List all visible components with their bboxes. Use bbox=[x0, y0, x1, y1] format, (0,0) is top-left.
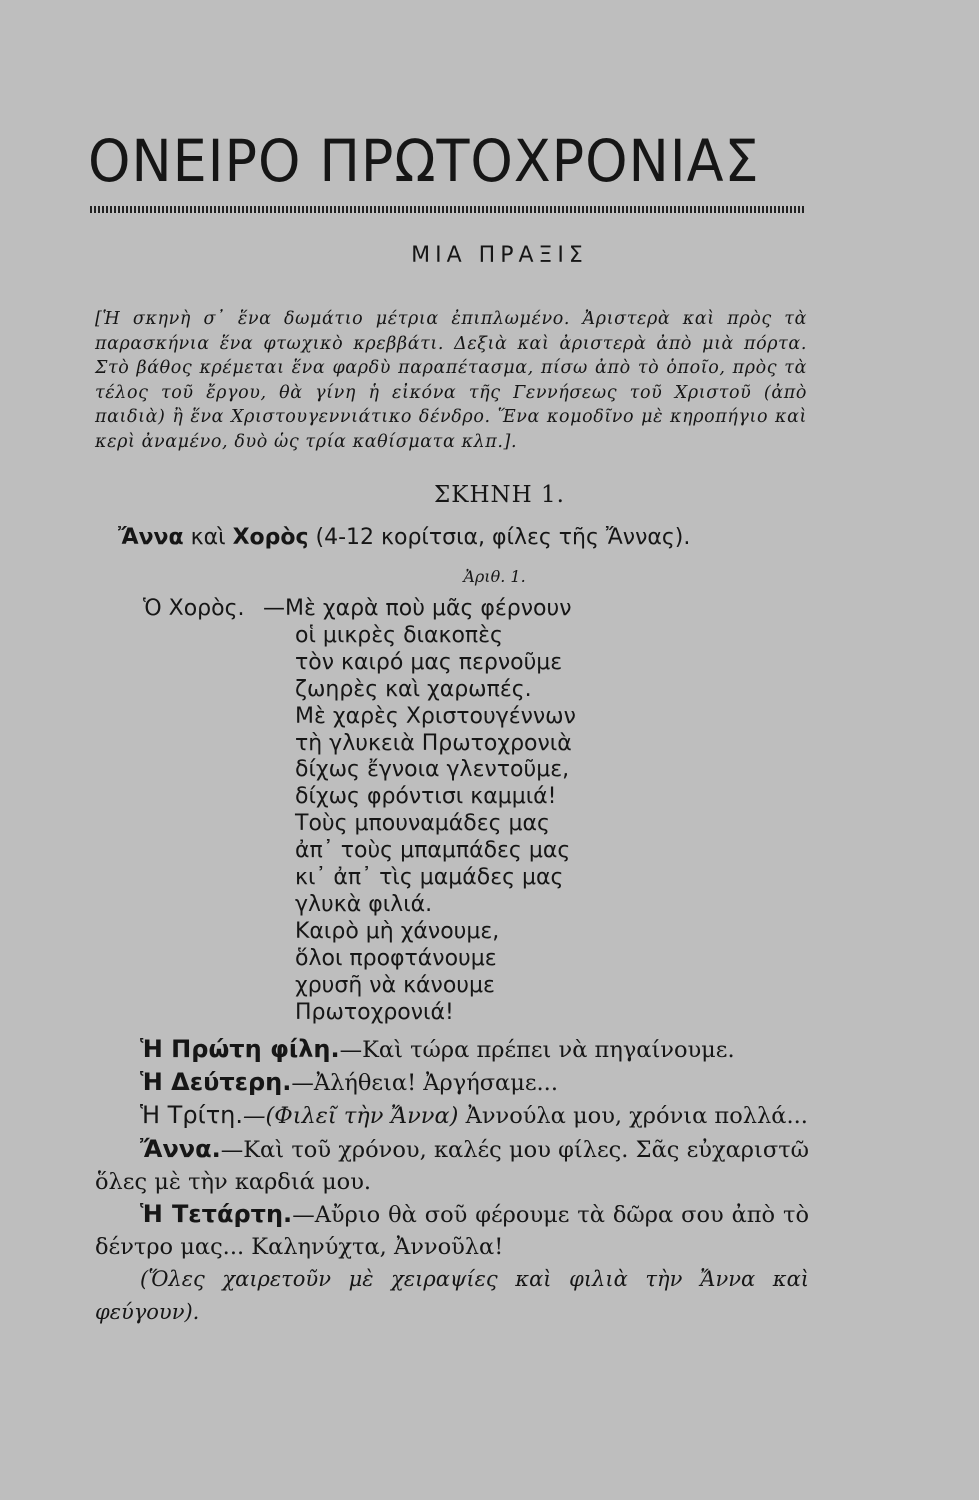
dialogue-line bbox=[95, 1066, 809, 1099]
speaker-name: Ἡ Πρώτη φίλη. bbox=[140, 1035, 340, 1063]
closing-stage-direction: (Ὅλες χαιρετοῦν μὲ χειραψίες καὶ φιλιὰ τὴν Ἄννα καὶ φεύγουν). bbox=[95, 1267, 809, 1324]
verse-line: Τοὺς μπουναμάδες μας bbox=[295, 811, 550, 837]
verse-line: Καιρὸ μὴ χάνουμε, bbox=[295, 918, 500, 944]
verse-line: Πρωτοχρονιά! bbox=[295, 999, 454, 1025]
cast-line bbox=[118, 525, 808, 550]
verse-line: οἱ μικρὲς διακοπὲς bbox=[295, 622, 503, 648]
chorus-verse bbox=[263, 596, 576, 1027]
dialogue-block bbox=[95, 1033, 809, 1328]
verse-line: κι᾽ ἀπ᾽ τὶς μαμάδες μας bbox=[295, 865, 564, 891]
verse-line: χρυσῆ νὰ κάνουμε bbox=[295, 972, 495, 998]
verse-line: ζωηρὲς καὶ χαρωπές. bbox=[295, 676, 532, 702]
verse-line: τὸν καιρό μας περνοῦμε bbox=[295, 649, 563, 675]
verse-line: —Μὲ χαρὰ ποὺ μᾶς φέρνουν bbox=[263, 596, 572, 621]
cast-note: (4-12 κορίτσια, φίλες τῆς Ἄννας). bbox=[308, 525, 691, 550]
dialogue-line bbox=[95, 1099, 809, 1132]
speech-text: —Ἀλήθεια! Ἀργήσαμε... bbox=[291, 1070, 558, 1097]
speaker-direction: —(Φιλεῖ τὴν Ἄννα) bbox=[242, 1103, 459, 1130]
chorus-speaker: Ὁ Χορὸς. bbox=[143, 596, 245, 621]
speech-text: —Αὔριο θὰ σοῦ φέρουμε τὰ δῶρα σου ἀπὸ τὸ δέντρο μας... Καληνύχτα, Ἀννοῦλα! bbox=[95, 1202, 810, 1261]
number-label: Ἀριθ. 1. bbox=[463, 567, 526, 586]
decorative-rule bbox=[90, 206, 806, 213]
verse-line: δίχως ἔγνοια γλεντοῦμε, bbox=[295, 757, 570, 783]
verse-line: δίχως φρόντισι καμμιά! bbox=[295, 784, 557, 810]
speaker-name: Ἡ Τετάρτη. bbox=[140, 1200, 293, 1229]
speaker-name: Ἡ Δεύτερη. bbox=[140, 1068, 292, 1097]
verse-line: ὅλοι προφτάνουμε bbox=[295, 945, 497, 971]
verse-line: ἀπ᾽ τοὺς μπαμπάδες μας bbox=[295, 838, 571, 864]
verse-line: Μὲ χαρὲς Χριστουγέννων bbox=[295, 703, 576, 729]
cast-name-anna: Ἄννα bbox=[118, 525, 184, 550]
scene-heading: ΣΚΗΝΗ 1. bbox=[434, 482, 565, 508]
verse-line: τὴ γλυκειὰ Πρωτοχρονιὰ bbox=[295, 730, 572, 756]
speaker-name: Ἡ Τρίτη. bbox=[140, 1101, 243, 1130]
stage-directions: [Ἡ σκηνὴ σ᾽ ἕνα δωμάτιο μέτρια ἐπιπλωμένο. Ἀριστερὰ καὶ πρὸς τὰ παρασκήνια ἕνα φτωχικὸ κρεββάτι. Δεξιὰ καὶ ἀριστερὰ ἀπὸ μιὰ πόρτα. Στὸ βάθος κρέμεται ἕνα φαρδὺ παραπέτασμα, πίσω ἀπὸ τὸ ὁποῖο, πρὸς τὰ τέλος τοῦ ἔργου, θὰ γίνη ἡ εἰκόνα τῆς Γεννήσεως τοῦ Χριστοῦ (ἀπὸ παιδιὰ) ἢ ἕνα Χριστουγεννιάτικο δένδρο. Ἕνα κομοδῖνο μὲ κηροπήγιο καὶ κερὶ ἀναμένο, δυὸ ὡς τρία καθίσματα κλπ.]. bbox=[95, 309, 807, 452]
play-title: ΟΝΕΙΡΟ ΠΡΩΤΟΧΡΟΝΙΑΣ bbox=[88, 127, 760, 195]
cast-and: καὶ bbox=[183, 525, 233, 550]
verse-line: γλυκὰ φιλιά. bbox=[295, 891, 433, 917]
cast-name-chorus: Χορὸς bbox=[232, 525, 309, 550]
act-subtitle: ΜΙΑ ΠΡΑΞΙΣ bbox=[411, 243, 588, 268]
speech-text: Ἀννούλα μου, χρόνια πολλά... bbox=[458, 1103, 808, 1130]
dialogue-line bbox=[95, 1033, 809, 1066]
dialogue-line bbox=[95, 1133, 809, 1198]
dialogue-line bbox=[95, 1198, 809, 1263]
speech-text: —Καὶ τώρα πρέπει νὰ πηγαίνουμε. bbox=[339, 1037, 735, 1063]
speech-text: —Καὶ τοῦ χρόνου, καλές μου φίλες. Σᾶς εὐχαριστῶ ὅλες μὲ τὴν καρδιά μου. bbox=[95, 1136, 809, 1195]
speaker-name: Ἄννα. bbox=[140, 1134, 221, 1163]
